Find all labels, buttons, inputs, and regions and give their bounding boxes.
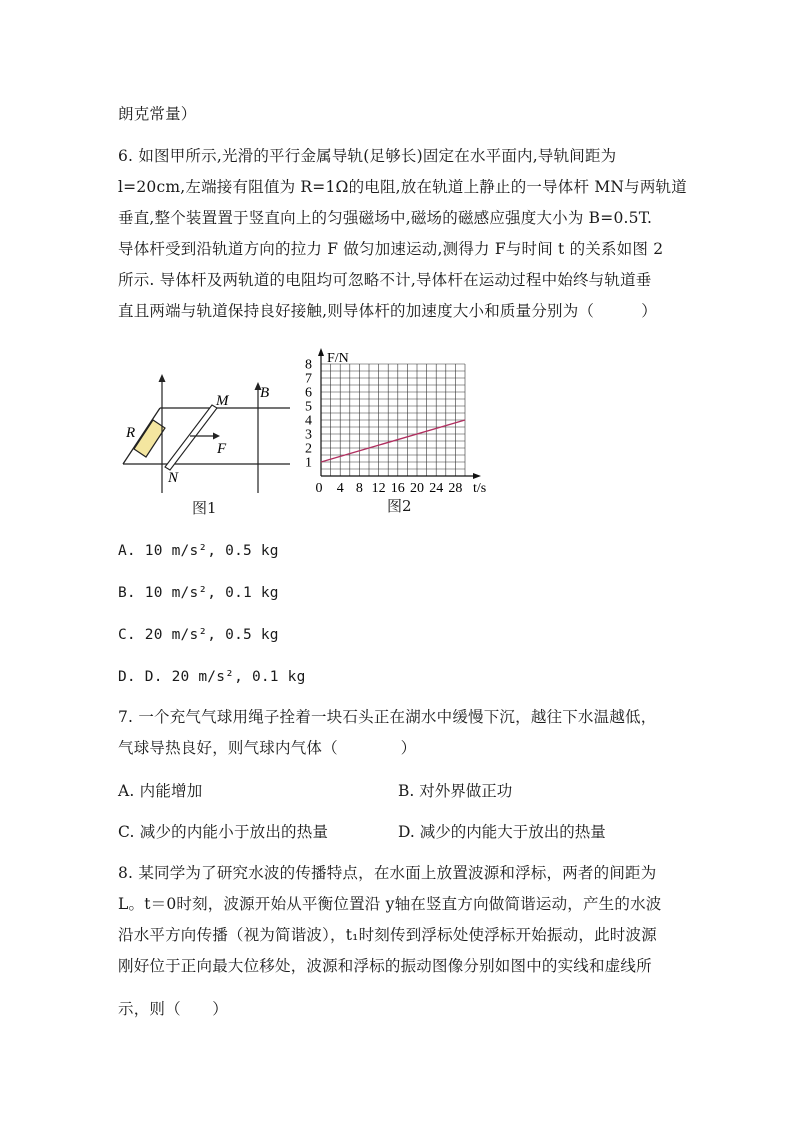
x-tick-label: 0 xyxy=(315,481,323,496)
q7-text-line-1: 7. 一个充气气球用绳子拴着一块石头正在湖水中缓慢下沉，越往下水温越低， xyxy=(118,708,657,726)
label-B: B xyxy=(260,385,270,401)
y-tick-label: 7 xyxy=(305,371,312,387)
x-tick-label: 20 xyxy=(410,481,424,496)
figure-2-f-t-chart xyxy=(303,338,503,498)
q8-text-line-3: 沿水平方向传播（视为简谐波），t₁时刻传到浮标处使浮标开始振动，此时波源 xyxy=(118,926,657,944)
x-tick-label: 24 xyxy=(429,481,444,496)
figure-1-caption: 图1 xyxy=(192,499,217,517)
q6-option-a[interactable]: A. 10 m/s², 0.5 kg xyxy=(118,543,279,559)
resistor xyxy=(134,420,165,457)
q7-option-a[interactable]: A. 内能增加 xyxy=(118,782,203,800)
label-N: N xyxy=(168,470,179,486)
q6-text-line-4: 导体杆受到沿轨道方向的拉力 F 做匀加速运动,测得力 F与时间 t 的关系如图 2 xyxy=(118,240,664,258)
x-tick-label: 12 xyxy=(371,481,386,496)
y-tick-label: 5 xyxy=(305,399,312,415)
force-arrow-head xyxy=(213,433,220,440)
x-tick-label: 4 xyxy=(336,481,344,496)
label-R: R xyxy=(126,425,136,441)
x-axis-label: t/s xyxy=(473,481,487,496)
y-tick-label: 4 xyxy=(305,413,312,429)
y-tick-label: 8 xyxy=(305,357,312,373)
y-tick-label: 2 xyxy=(305,441,312,457)
q6-text-line-3: 垂直,整个装置置于竖直向上的匀强磁场中,磁场的磁感应强度大小为 B=0.5T. xyxy=(118,209,653,227)
label-F: F xyxy=(217,441,227,457)
field-arrow-left xyxy=(159,374,166,382)
q8-text-line-2: L。t＝0时刻，波源开始从平衡位置沿 y轴在竖直方向做简谐运动，产生的水波 xyxy=(118,895,662,913)
x-tick-label: 8 xyxy=(355,481,363,496)
y-tick-label: 1 xyxy=(305,455,312,471)
q8-text-line-1: 8. 某同学为了研究水波的传播特点，在水面上放置波源和浮标，两者的间距为 xyxy=(118,864,657,882)
chart-grid xyxy=(321,364,465,476)
q7-option-b[interactable]: B. 对外界做正功 xyxy=(398,782,513,800)
chart-axes xyxy=(318,348,481,479)
x-tick-label: 28 xyxy=(448,481,463,496)
q6-option-b[interactable]: B. 10 m/s², 0.1 kg xyxy=(118,585,279,601)
q7-text-line-2: 气球导热良好，则气球内气体（ ） xyxy=(118,739,417,757)
figure-1-rails-diagram xyxy=(110,370,300,495)
prev-question-fragment: 朗克常量） xyxy=(118,105,197,123)
q8-text-line-4: 刚好位于正向最大位移处，波源和浮标的振动图像分别如图中的实线和虚线所 xyxy=(118,957,652,975)
label-M: M xyxy=(216,393,229,409)
q6-option-c[interactable]: C. 20 m/s², 0.5 kg xyxy=(118,627,279,643)
y-axis-label: F/N xyxy=(327,351,349,366)
q6-option-d[interactable]: D. D. 20 m/s², 0.1 kg xyxy=(118,669,306,685)
q7-option-d[interactable]: D. 减少的内能大于放出的热量 xyxy=(398,823,606,841)
q7-option-c[interactable]: C. 减少的内能小于放出的热量 xyxy=(118,823,329,841)
rod-MN xyxy=(165,405,217,470)
y-tick-label: 3 xyxy=(305,427,312,443)
q6-text-line-2: l=20cm,左端接有阻值为 R=1Ω的电阻,放在轨道上静止的一导体杆 MN与两轨道 xyxy=(118,178,687,196)
q8-text-line-5: 示，则（ ） xyxy=(118,1000,228,1018)
q6-text-line-5: 所示. 导体杆及两轨道的电阻均可忽略不计,导体杆在运动过程中始终与轨道垂 xyxy=(118,271,652,289)
q6-text-line-6: 直且两端与轨道保持良好接触,则导体杆的加速度大小和质量分别为（ ） xyxy=(118,302,657,320)
figure-2-caption: 图2 xyxy=(387,497,412,515)
x-tick-label: 16 xyxy=(390,481,405,496)
y-tick-label: 6 xyxy=(305,385,312,401)
q6-text-line-1: 6. 如图甲所示,光滑的平行金属导轨(足够长)固定在水平面内,导轨间距为 xyxy=(118,147,617,165)
x-axis-arrow xyxy=(473,473,481,479)
y-axis-arrow xyxy=(318,348,324,356)
